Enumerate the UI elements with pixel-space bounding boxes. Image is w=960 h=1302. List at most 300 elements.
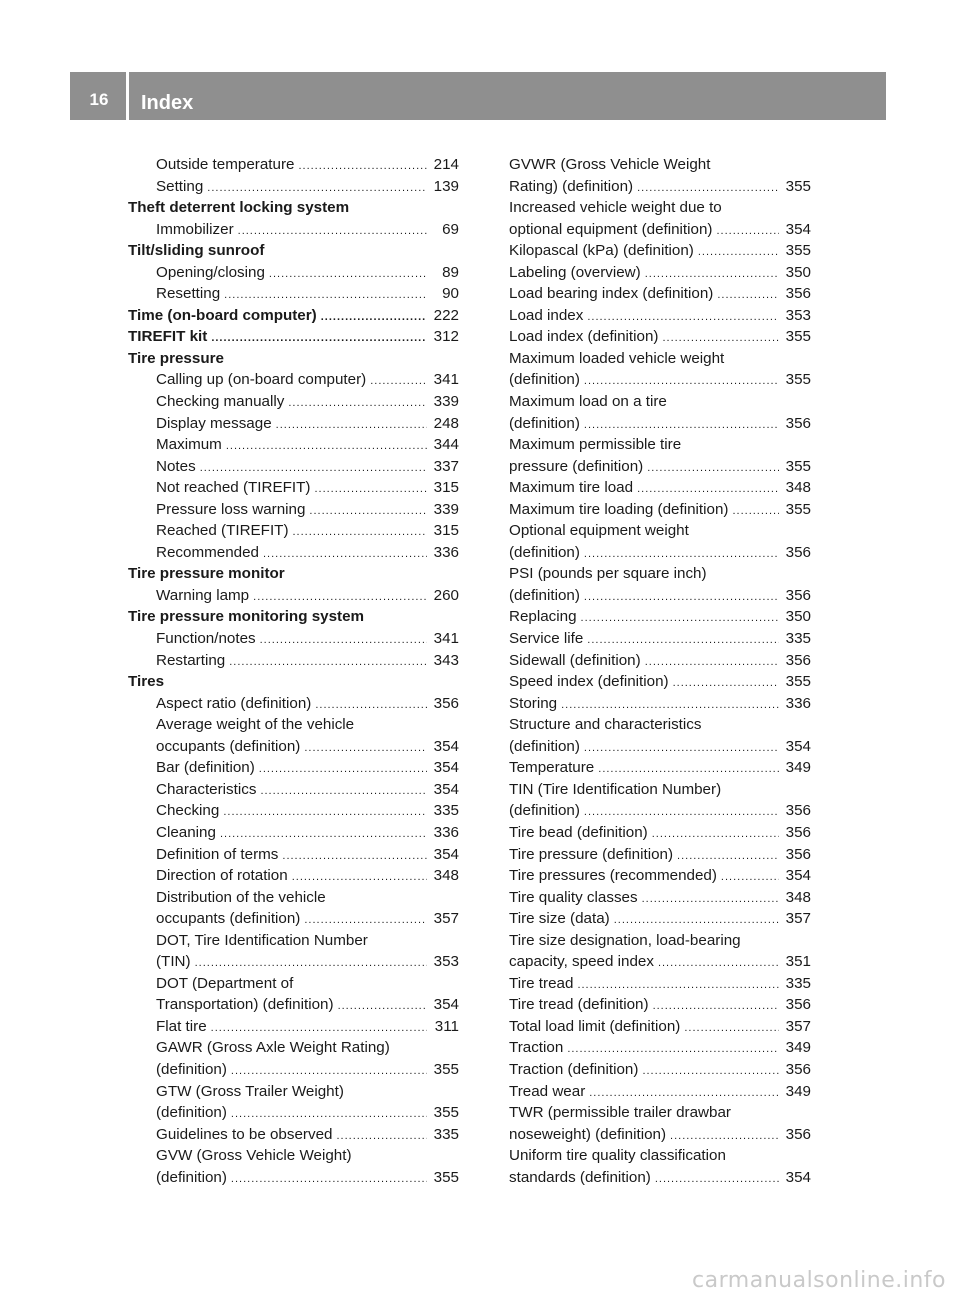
index-entry-label: Average weight of the vehicle <box>156 716 355 734</box>
index-entry-label: Tires <box>128 673 165 691</box>
index-entry <box>509 197 811 219</box>
index-entry-label: GVWR (Gross Vehicle Weight <box>509 156 711 173</box>
index-entry-label: Setting <box>156 177 204 195</box>
index-entry-label: Tilt/sliding sunroof <box>128 242 265 260</box>
dot-leader <box>292 867 427 887</box>
index-entry-label: Service life <box>509 630 584 648</box>
index-entry-label: Kilopascal (kPa) (definition) <box>509 242 694 260</box>
index-entry-label: (TIN) <box>156 953 191 971</box>
dot-leader <box>293 522 428 542</box>
dot-leader <box>260 781 427 801</box>
index-entry-page: 354 <box>433 737 459 755</box>
index-entry-label: GVW (Gross Vehicle Weight) <box>156 1147 352 1165</box>
index-entry <box>128 800 459 822</box>
index-entry-page: 260 <box>433 586 459 604</box>
index-entry-label: Theft deterrent locking system <box>128 199 350 217</box>
index-entry-label: Traction <box>509 1039 564 1057</box>
index-entry-page: 354 <box>785 737 811 755</box>
index-entry-label: TWR (permissible trailer drawbar <box>509 1104 731 1122</box>
index-entry-label: Load bearing index (definition) <box>509 285 714 303</box>
index-entry-page: 348 <box>433 867 459 885</box>
index-entry-label: Characteristics <box>156 780 257 798</box>
index-entry <box>128 1016 459 1038</box>
index-entry-label: (definition) <box>509 414 580 432</box>
index-entry-label: Reached (TIREFIT) <box>156 522 289 540</box>
index-entry <box>128 714 459 736</box>
dot-leader <box>645 264 779 284</box>
index-entry-page: 339 <box>433 393 459 411</box>
dot-leader <box>253 587 427 607</box>
index-entry <box>509 176 811 198</box>
index-entry <box>128 283 459 305</box>
index-entry <box>128 887 459 909</box>
index-entry-page: 349 <box>785 759 811 777</box>
dot-leader <box>655 1169 779 1189</box>
dot-leader <box>315 695 427 715</box>
index-entry-label: occupants (definition) <box>156 737 301 755</box>
index-entry-page: 357 <box>433 910 459 928</box>
index-entry <box>509 714 811 736</box>
index-entry-label: Maximum tire load <box>509 479 634 497</box>
index-entry <box>128 844 459 866</box>
index-entry-label: Sidewall (definition) <box>509 651 641 669</box>
index-entry <box>509 908 811 930</box>
dot-leader <box>584 415 779 435</box>
dot-leader <box>231 1169 427 1189</box>
dot-leader <box>370 371 427 391</box>
index-entry <box>509 456 811 478</box>
index-entry-label: Pressure loss warning <box>156 500 306 518</box>
index-entry-label: standards (definition) <box>509 1168 651 1186</box>
index-entry-page: 351 <box>785 953 811 971</box>
dot-leader <box>314 479 427 499</box>
index-entry-page: 335 <box>785 974 811 992</box>
index-entry-label: Warning lamp <box>156 586 250 604</box>
dot-leader <box>577 975 779 995</box>
index-entry-label: Transportation) (definition) <box>156 996 334 1014</box>
index-entry-label: occupants (definition) <box>156 910 301 928</box>
index-entry-page: 341 <box>433 371 459 389</box>
index-entry-page: 354 <box>433 845 459 863</box>
index-entry-page: 335 <box>433 1125 459 1143</box>
index-entry-label: noseweight) (definition) <box>509 1125 667 1143</box>
index-entry-page: 311 <box>434 1017 459 1035</box>
dot-leader <box>658 953 779 973</box>
dot-leader <box>637 479 779 499</box>
index-entry-label: TIREFIT kit <box>128 328 208 346</box>
page-number: 16 <box>89 90 109 109</box>
index-entry-label: Tire pressures (recommended) <box>509 867 717 885</box>
page-title: Index <box>141 92 194 114</box>
index-entry <box>128 154 459 176</box>
index-entry <box>509 1124 811 1146</box>
index-entry <box>128 520 459 542</box>
index-entry-label: Outside temperature <box>156 156 295 173</box>
index-entry-label: Maximum tire loading (definition) <box>509 500 729 518</box>
index-entry-page: 356 <box>785 543 811 561</box>
index-entry <box>128 585 459 607</box>
index-entry-label: (definition) <box>509 737 580 755</box>
index-entry <box>128 326 459 348</box>
index-entry <box>128 434 459 456</box>
index-entry-label: Definition of terms <box>156 845 279 863</box>
index-entry-label: Recommended <box>156 543 259 561</box>
index-entry-page: 335 <box>433 802 459 820</box>
index-entry-page: 355 <box>785 177 811 195</box>
index-entry-label: DOT, Tire Identification Number <box>156 931 368 949</box>
watermark: carmanualsonline.info <box>692 1268 946 1293</box>
index-entry <box>128 456 459 478</box>
index-entry-page: 353 <box>433 953 459 971</box>
index-entry <box>128 951 459 973</box>
index-entry-page: 222 <box>433 306 459 324</box>
index-entry-page: 356 <box>433 694 459 712</box>
index-entry <box>509 542 811 564</box>
index-entry-label: Function/notes <box>156 630 256 648</box>
index-entry-label: Increased vehicle weight due to <box>509 199 722 217</box>
dot-leader <box>207 178 427 198</box>
index-entry <box>509 865 811 887</box>
index-entry <box>509 757 811 779</box>
index-entry-label: Time (on-board computer) <box>128 306 317 324</box>
index-entry-label: pressure (definition) <box>509 457 644 475</box>
index-entry-page: 356 <box>785 802 811 820</box>
index-entry <box>509 305 811 327</box>
index-entry-page: 248 <box>433 414 459 432</box>
index-entry-label: Tread wear <box>509 1082 586 1100</box>
index-entry-page: 89 <box>442 263 459 281</box>
index-entry-label: Resetting <box>156 285 221 303</box>
index-entry-label: PSI (pounds per square inch) <box>509 565 707 583</box>
index-entry-page: 339 <box>433 500 459 518</box>
index-entry-page: 341 <box>433 630 459 648</box>
index-entry <box>128 542 459 564</box>
index-entry-page: 354 <box>433 780 459 798</box>
dot-leader <box>721 867 779 887</box>
index-entry-label: Tire pressure monitor <box>128 565 285 583</box>
index-entry <box>509 219 811 241</box>
index-entry-page: 356 <box>785 285 811 303</box>
index-entry <box>128 779 459 801</box>
dot-leader <box>288 393 427 413</box>
dot-leader <box>226 436 427 456</box>
index-entry-page: 139 <box>433 177 459 195</box>
index-entry <box>509 822 811 844</box>
index-entry <box>509 434 811 456</box>
index-entry-label: (definition) <box>509 543 580 561</box>
index-column-right <box>509 154 811 1188</box>
index-entry <box>128 563 459 585</box>
index-entry <box>128 865 459 887</box>
index-entry-label: Checking <box>156 802 220 820</box>
index-entry <box>128 822 459 844</box>
index-entry-page: 343 <box>433 651 459 669</box>
index-entry-label: Tire tread (definition) <box>509 996 649 1014</box>
index-entry <box>128 1124 459 1146</box>
index-entry <box>128 1037 459 1059</box>
index-entry-label: Maximum loaded vehicle weight <box>509 349 725 367</box>
index-entry <box>509 391 811 413</box>
dot-leader <box>717 285 779 305</box>
index-entry <box>128 197 459 219</box>
dot-leader <box>684 1018 779 1038</box>
index-entry-label: Uniform tire quality classification <box>509 1147 726 1165</box>
dot-leader <box>282 846 427 866</box>
index-entry <box>509 844 811 866</box>
index-entry-label: Not reached (TIREFIT) <box>156 479 311 497</box>
index-entry-page: 355 <box>785 371 811 389</box>
index-entry <box>509 369 811 391</box>
index-entry <box>128 1145 459 1167</box>
index-entry <box>509 650 811 672</box>
index-entry-page: 214 <box>433 156 459 173</box>
index-entry <box>509 154 811 176</box>
index-entry <box>128 994 459 1016</box>
dot-leader <box>231 1061 427 1081</box>
index-entry-page: 90 <box>442 285 459 303</box>
dot-leader <box>637 178 779 198</box>
dot-leader <box>309 501 427 521</box>
dot-leader <box>598 759 779 779</box>
index-entry <box>128 1102 459 1124</box>
index-entry <box>128 930 459 952</box>
dot-leader <box>732 501 779 521</box>
index-entry <box>128 176 459 198</box>
index-entry-label: Aspect ratio (definition) <box>156 694 312 712</box>
index-entry <box>509 973 811 995</box>
index-entry <box>128 305 459 327</box>
dot-leader <box>220 824 427 844</box>
index-entry-label: Tire tread <box>509 974 574 992</box>
dot-leader <box>263 544 427 564</box>
dot-leader <box>200 458 427 478</box>
dot-leader <box>276 415 427 435</box>
dot-leader <box>716 221 779 241</box>
index-entry-label: Tire bead (definition) <box>509 823 648 841</box>
index-entry-label: GTW (Gross Trailer Weight) <box>156 1082 344 1100</box>
index-entry-label: Rating) (definition) <box>509 177 634 195</box>
dot-leader <box>211 328 427 348</box>
index-entry-label: Load index <box>509 306 584 324</box>
index-entry-page: 350 <box>785 608 811 626</box>
index-entry-page: 355 <box>785 673 811 691</box>
index-entry-page: 356 <box>785 845 811 863</box>
index-entry-label: Maximum permissible tire <box>509 436 682 454</box>
index-entry <box>509 1145 811 1167</box>
index-entry-label: Temperature <box>509 759 595 777</box>
index-entry <box>128 736 459 758</box>
index-entry <box>128 650 459 672</box>
index-entry-page: 315 <box>433 479 459 497</box>
index-entry <box>128 240 459 262</box>
dot-leader <box>229 652 427 672</box>
index-entry-page: 355 <box>433 1104 459 1122</box>
index-column-left <box>128 154 459 1188</box>
index-entry-page: 336 <box>433 543 459 561</box>
dot-leader <box>642 1061 779 1081</box>
index-entry-label: Checking manually <box>156 393 285 411</box>
index-entry-label: Cleaning <box>156 823 216 841</box>
index-entry-label: Opening/closing <box>156 263 265 281</box>
index-entry-label: (definition) <box>509 802 580 820</box>
index-entry-label: Maximum load on a tire <box>509 393 667 411</box>
index-entry <box>509 413 811 435</box>
index-entry-label: TIN (Tire Identification Number) <box>509 780 722 798</box>
dot-leader <box>584 802 779 822</box>
index-entry <box>509 520 811 542</box>
dot-leader <box>670 1126 779 1146</box>
index-entry-page: 349 <box>785 1082 811 1100</box>
index-entry <box>128 499 459 521</box>
index-entry-page: 354 <box>785 220 811 238</box>
index-entry-label: Tire size (data) <box>509 910 610 928</box>
index-entry <box>509 499 811 521</box>
index-entry-page: 355 <box>785 242 811 260</box>
index-entry-page: 355 <box>433 1168 459 1186</box>
dot-leader <box>259 759 427 779</box>
index-entry <box>128 413 459 435</box>
index-entry-label: Tire quality classes <box>509 888 638 906</box>
index-entry <box>128 908 459 930</box>
index-entry <box>128 757 459 779</box>
index-entry <box>128 628 459 650</box>
index-entry <box>128 348 459 370</box>
index-entry-page: 355 <box>785 500 811 518</box>
index-entry-label: Guidelines to be observed <box>156 1125 333 1143</box>
index-entry <box>128 1081 459 1103</box>
index-entry-label: (definition) <box>509 371 580 389</box>
index-entry <box>509 563 811 585</box>
dot-leader <box>653 996 779 1016</box>
index-entry <box>509 930 811 952</box>
index-entry-label: Display message <box>156 414 272 432</box>
index-entry-label: Load index (definition) <box>509 328 659 346</box>
index-entry-page: 357 <box>785 910 811 928</box>
index-entry-label: Restarting <box>156 651 226 669</box>
dot-leader <box>589 1083 779 1103</box>
index-entry <box>509 283 811 305</box>
dot-leader <box>662 328 779 348</box>
dot-leader <box>652 824 779 844</box>
index-entry-label: optional equipment (definition) <box>509 220 713 238</box>
index-entry <box>509 887 811 909</box>
index-entry-page: 355 <box>785 457 811 475</box>
dot-leader <box>584 544 779 564</box>
index-entry-page: 350 <box>785 263 811 281</box>
index-entry <box>509 1016 811 1038</box>
index-entry-page: 356 <box>785 823 811 841</box>
dot-leader <box>304 910 427 930</box>
dot-leader <box>677 846 779 866</box>
index-entry-page: 335 <box>785 630 811 648</box>
index-entry-page: 353 <box>785 306 811 324</box>
index-entry <box>128 973 459 995</box>
index-entry-page: 348 <box>785 888 811 906</box>
index-entry <box>128 1167 459 1189</box>
index-entry <box>509 1081 811 1103</box>
index-entry-label: Bar (definition) <box>156 759 255 777</box>
index-entry <box>128 606 459 628</box>
dot-leader <box>642 889 779 909</box>
index-entry-label: Tire pressure <box>128 349 224 367</box>
index-entry-label: Flat tire <box>156 1017 207 1035</box>
index-entry-label: Labeling (overview) <box>509 263 641 281</box>
dot-leader <box>231 1104 427 1124</box>
dot-leader <box>673 673 779 693</box>
index-entry <box>509 693 811 715</box>
index-entry-page: 349 <box>785 1039 811 1057</box>
dot-leader <box>584 738 779 758</box>
dot-leader <box>224 285 427 305</box>
index-entry-label: Optional equipment weight <box>509 522 689 540</box>
index-entry-page: 354 <box>785 867 811 885</box>
index-entry <box>509 736 811 758</box>
index-entry-label: Traction (definition) <box>509 1060 639 1078</box>
index-entry-label: Storing <box>509 694 558 712</box>
index-entry <box>128 369 459 391</box>
index-entry <box>509 1102 811 1124</box>
dot-leader <box>195 953 427 973</box>
index-entry <box>128 671 459 693</box>
dot-leader <box>587 307 779 327</box>
dot-leader <box>336 1126 427 1146</box>
index-entry-label: (definition) <box>156 1104 227 1122</box>
index-entry <box>509 477 811 499</box>
index-entry-page: 356 <box>785 414 811 432</box>
index-entry <box>509 585 811 607</box>
index-entry-page: 357 <box>785 1017 811 1035</box>
index-entry <box>509 240 811 262</box>
index-entry <box>509 628 811 650</box>
dot-leader <box>211 1018 427 1038</box>
index-entry <box>509 951 811 973</box>
index-entry-label: Total load limit (definition) <box>509 1017 681 1035</box>
dot-leader <box>260 630 427 650</box>
dot-leader <box>338 996 427 1016</box>
dot-leader <box>321 307 427 327</box>
index-entry-label: Tire pressure monitoring system <box>128 608 365 626</box>
index-entry <box>509 779 811 801</box>
index-entry-label: Speed index (definition) <box>509 673 669 691</box>
index-entry <box>509 348 811 370</box>
index-entry <box>509 606 811 628</box>
index-entry-label: GAWR (Gross Axle Weight Rating) <box>156 1039 390 1057</box>
dot-leader <box>567 1039 779 1059</box>
index-entry-page: 356 <box>785 651 811 669</box>
dot-leader <box>587 630 779 650</box>
index-entry-page: 336 <box>433 823 459 841</box>
dot-leader <box>238 221 427 241</box>
index-entry-label: (definition) <box>156 1060 227 1078</box>
index-entry-label: (definition) <box>509 586 580 604</box>
index-entry-page: 356 <box>785 1060 811 1078</box>
index-entry <box>128 391 459 413</box>
index-entry-label: Structure and characteristics <box>509 716 702 734</box>
dot-leader <box>223 802 427 822</box>
index-entry-label: capacity, speed index <box>509 953 654 971</box>
dot-leader <box>698 242 779 262</box>
index-entry-label: Tire size designation, load-bearing <box>509 931 741 949</box>
dot-leader <box>647 458 779 478</box>
index-entry-label: Distribution of the vehicle <box>156 888 326 906</box>
dot-leader <box>581 608 779 628</box>
dot-leader <box>561 695 779 715</box>
index-entry-page: 312 <box>433 328 459 346</box>
dot-leader <box>584 371 779 391</box>
index-entry <box>128 262 459 284</box>
index-entry <box>128 477 459 499</box>
header-divider <box>126 72 129 120</box>
